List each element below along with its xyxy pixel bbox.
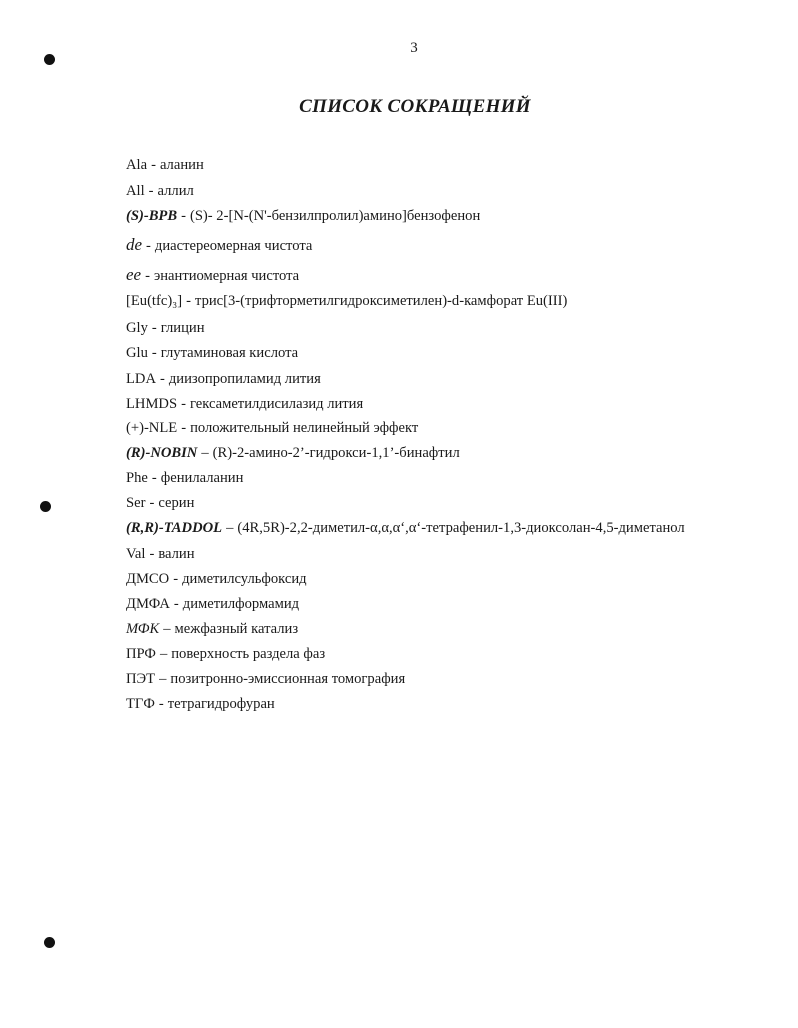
abbreviation-definition: гексаметилдисилазид лития [189, 396, 364, 412]
abbreviation-term: All [126, 183, 145, 199]
abbreviation-term: de [126, 235, 143, 254]
abbreviation-entry [126, 345, 786, 371]
abbreviation-term: LHMDS [126, 396, 178, 412]
dash-separator: - [186, 293, 192, 309]
abbreviation-entry [126, 208, 786, 235]
abbreviation-term: [Eu(tfc)₃] [126, 293, 183, 309]
abbreviation-entry [126, 470, 786, 495]
abbreviation-term: (R,R)-TADDOL [126, 520, 223, 536]
page-number: 3 [410, 40, 418, 56]
dash-separator: – [159, 646, 168, 662]
abbreviation-entry [126, 671, 786, 696]
dash-separator: - [151, 157, 156, 173]
abbreviation-entry [126, 293, 786, 320]
dash-separator: - [181, 396, 186, 412]
abbreviation-definition: поверхность раздела фаз [171, 646, 326, 662]
abbreviation-entry [126, 235, 786, 265]
dash-separator: - [173, 571, 179, 587]
abbreviation-definition: глутаминовая кислота [160, 345, 299, 361]
abbreviation-definition: аланин [159, 157, 204, 173]
dash-separator: - [181, 420, 187, 436]
abbreviation-entry [126, 596, 786, 621]
abbreviation-term: Ala [126, 157, 148, 173]
abbreviation-entry [126, 445, 786, 470]
abbreviation-definition: валин [158, 546, 195, 562]
dash-separator: - [149, 495, 155, 511]
abbreviation-definition: межфазный катализ [174, 621, 299, 637]
abbreviation-term: ДМФА [126, 596, 170, 612]
abbreviation-definition: фенилаланин [160, 470, 244, 486]
abbreviation-entry [126, 265, 786, 293]
binder-hole-bottom [44, 937, 55, 948]
abbreviation-term: ДМСО [126, 571, 170, 587]
abbreviation-term: ee [126, 265, 142, 284]
dash-separator: - [145, 268, 150, 284]
abbreviation-definition: серин [158, 495, 195, 511]
dash-separator: - [160, 371, 165, 387]
dash-separator: – [226, 520, 234, 536]
abbreviation-definition: (R)-2-амино-2’-гидрокси-1,1’-бинафтил [212, 445, 460, 461]
abbreviation-entry [126, 157, 786, 183]
abbreviation-definition: трис[3-(трифторметилгидроксиметилен)-d-камфорат Eu(III) [195, 293, 568, 309]
abbreviation-term: (S)-BPB [126, 208, 178, 224]
abbreviation-term: ПРФ [126, 646, 156, 662]
abbreviation-term: МФК [126, 621, 160, 637]
abbreviation-definition: диастереомерная чистота [154, 238, 313, 254]
abbreviation-definition: диизопропиламид лития [168, 371, 321, 387]
abbreviation-definition: тетрагидрофуран [167, 696, 275, 712]
dash-separator: - [148, 183, 154, 199]
abbreviation-definition: аллил [157, 183, 194, 199]
abbreviation-entry [126, 520, 786, 546]
abbreviation-term: (+)-NLE [126, 420, 178, 436]
abbreviation-definition: (4R,5R)-2,2-диметил-α,α,α‘,α‘-тетрафенил-1,3-диоксолан-4,5-диметанол [237, 520, 685, 536]
abbreviation-entry [126, 646, 786, 671]
abbreviation-entry [126, 420, 786, 445]
abbreviation-term: ТГФ [126, 696, 155, 712]
abbreviation-term: (R)-NOBIN [126, 445, 198, 461]
dash-separator: – [201, 445, 209, 461]
abbreviation-entry [126, 495, 786, 520]
abbreviation-entry [126, 183, 786, 208]
abbreviation-entry [126, 621, 786, 646]
abbreviation-term: ПЭТ [126, 671, 156, 687]
page-title: СПИСОК СОКРАЩЕНИЙ [299, 96, 531, 117]
abbreviation-definition: (S)- 2-[N-(N'-бензилпролил)амино]бензофенон [189, 208, 481, 224]
dash-separator: – [163, 621, 171, 637]
abbreviation-term: Gly [126, 320, 148, 336]
abbreviation-term: LDA [126, 371, 156, 387]
abbreviation-entry [126, 546, 786, 571]
abbreviation-entry [126, 571, 786, 596]
abbreviation-term: Glu [126, 345, 148, 361]
dash-separator: - [146, 238, 151, 254]
dash-separator: - [151, 470, 157, 486]
dash-separator: - [173, 596, 179, 612]
dash-separator: - [151, 345, 157, 361]
dash-separator: – [159, 671, 167, 687]
abbreviation-list [126, 157, 786, 721]
abbreviation-term: Val [126, 546, 146, 562]
abbreviation-entry [126, 396, 786, 420]
abbreviation-definition: диметилформамид [182, 596, 300, 612]
abbreviation-term: Ser [126, 495, 146, 511]
abbreviation-definition: глицин [160, 320, 205, 336]
dash-separator: - [181, 208, 186, 224]
abbreviation-definition: диметилсульфоксид [182, 571, 307, 587]
abbreviation-entry [126, 371, 786, 396]
abbreviation-entry [126, 320, 786, 345]
dash-separator: - [149, 546, 155, 562]
abbreviation-definition: положительный нелинейный эффект [190, 420, 419, 436]
dash-separator: - [158, 696, 164, 712]
binder-hole-middle [40, 501, 51, 512]
dash-separator: - [151, 320, 157, 336]
abbreviation-entry [126, 696, 786, 721]
abbreviation-definition: энантиомерная чистота [153, 268, 300, 284]
abbreviation-term: Phe [126, 470, 148, 486]
abbreviation-definition: позитронно-эмиссионная томография [170, 671, 406, 687]
